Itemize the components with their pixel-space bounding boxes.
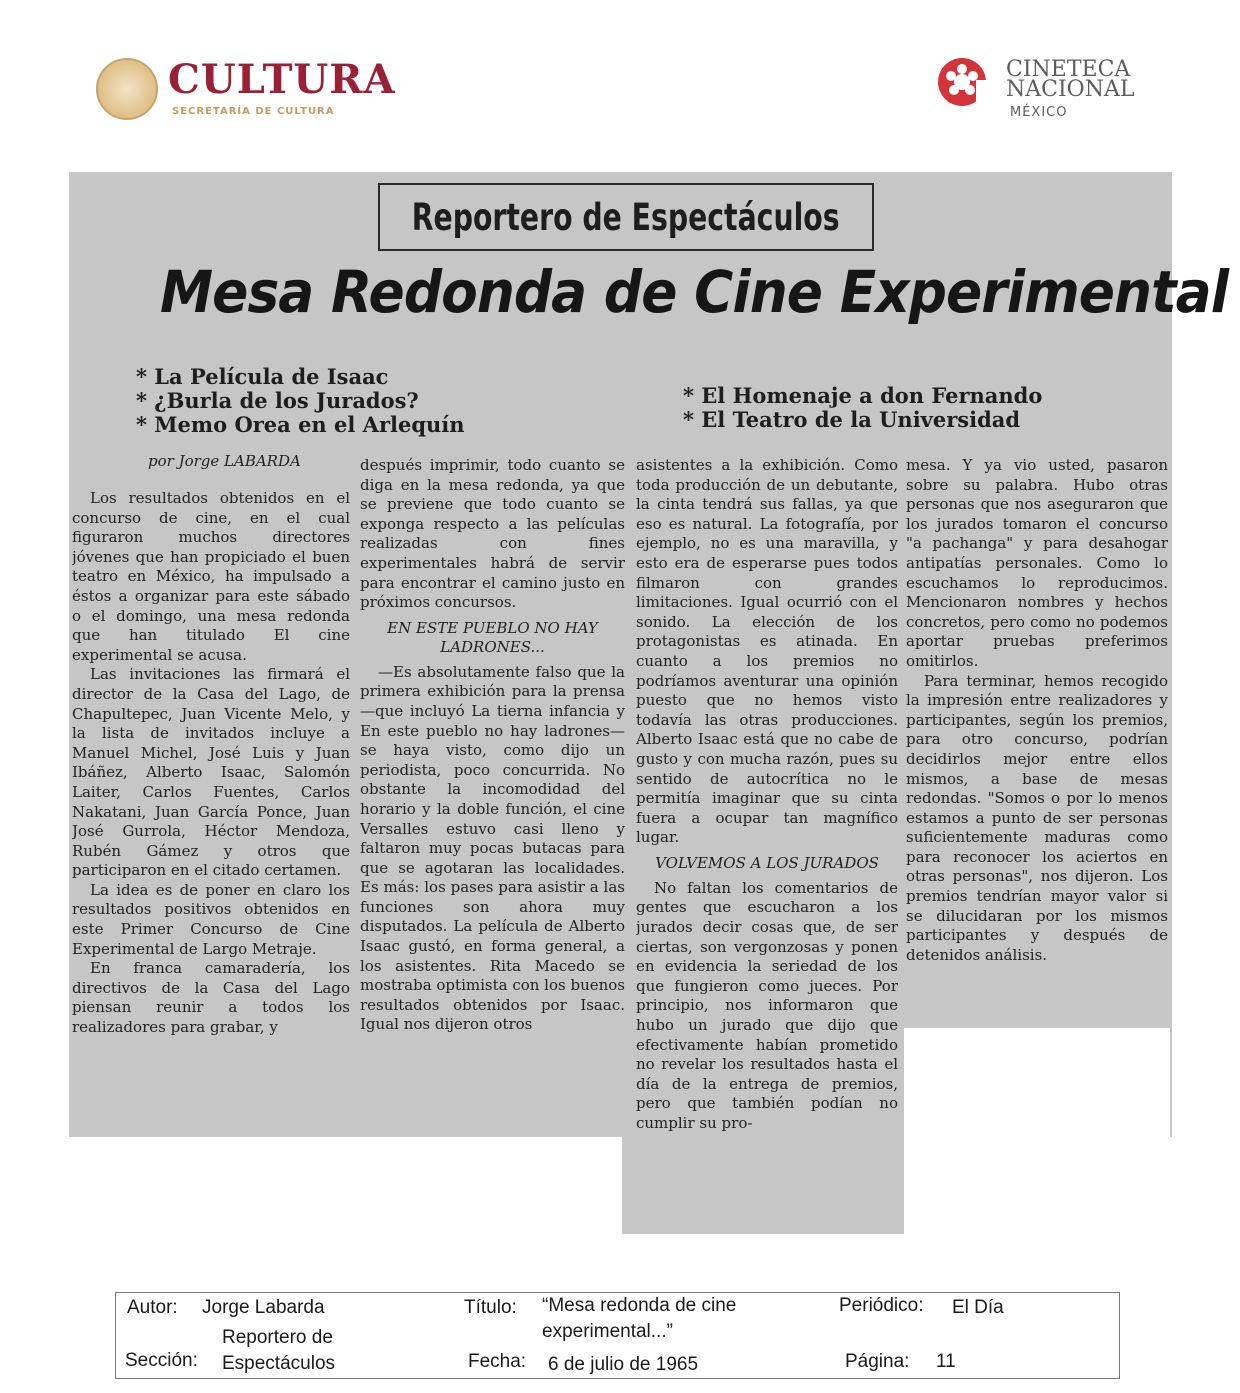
clipping-cutout xyxy=(904,1028,1170,1234)
article-column-2 xyxy=(360,456,625,1136)
cineteca-film-reel-icon xyxy=(936,56,988,108)
pagina-label: Página: xyxy=(845,1351,910,1372)
cultura-logo-subtitle: SECRETARÍA DE CULTURA xyxy=(172,106,335,117)
subhead: * El Teatro de la Universidad xyxy=(683,407,1021,432)
titulo-label: Título: xyxy=(464,1297,517,1318)
paragraph: Para terminar, hemos recogido la impresión entre realizadores y participantes, según los premios, para otro concurso, podrían decidirlos mejor entre ellos mismos, a base de mesas redondas. "Somos o por lo menos estamos a punto de ser personas suficientemente maduras como para reconocer los aciertos en otras personas", nos dijeron. Los premios tendrían mayor valor si se dilucidaran por los mismos participantes y después de detenidos análisis. xyxy=(906,671,1168,964)
metadata-table xyxy=(115,1292,1120,1379)
section-box xyxy=(378,183,874,251)
byline: por Jorge LABARDA xyxy=(148,452,301,470)
subhead: * Memo Orea en el Arlequín xyxy=(136,412,465,437)
subheads-right xyxy=(683,384,1042,432)
paragraph: Los resultados obtenidos en el concurso de cine, en el cual figuraron muchos directores jóvenes que han propiciado el buen teatro en México, ha impulsado a éstos a organizar para este sábado o el domingo, una mesa redonda que han titulado El cine experimental se acusa. xyxy=(72,489,350,664)
subhead: * La Película de Isaac xyxy=(136,364,389,389)
cultura-logo-text: CULTURA xyxy=(168,56,396,103)
subheads-left xyxy=(136,365,465,437)
pagina-value: 11 xyxy=(936,1351,956,1372)
cineteca-logo-text xyxy=(1006,57,1135,102)
seccion-value-line1: Reportero de xyxy=(222,1327,333,1348)
autor-value: Jorge Labarda xyxy=(202,1297,325,1318)
article-column-3 xyxy=(636,456,898,1234)
paragraph: después imprimir, todo cuanto se diga en la mesa redonda, ya que se previene que todo cuanto se exponga respecto a las películas realizadas con fines experimentales habrá de servir para encontrar el camino justo en próximos concursos. xyxy=(360,456,625,612)
cineteca-country: MÉXICO xyxy=(1010,105,1068,120)
periodico-value: El Día xyxy=(952,1297,1004,1318)
headline: Mesa Redonda de Cine Experimental xyxy=(160,258,1229,326)
paragraph: —Es absolutamente falso que la primera exhibición para la prensa —que incluyó La tierna infancia y En este pueblo no hay ladrones— se haya visto, como dijo un periodista, poco concurrida. No obstante la incomodidad del horario y la doble función, el cine Versalles estuvo casi lleno y faltaron muy pocas butacas para que se agotaran las localidades. Es más: los pases para asistir a las funciones son ahora muy disputados. La película de Alberto Isaac gustó, en forma general, a los asistentes. Rita Macedo se mostraba optimista con los buenos resultados obtenidos por Isaac. Igual nos dijeron otros xyxy=(360,662,625,1034)
titulo-value-line2: experimental...” xyxy=(542,1321,673,1342)
subhead: * ¿Burla de los Jurados? xyxy=(136,388,419,413)
fecha-label: Fecha: xyxy=(468,1351,527,1372)
cineteca-line2: NACIONAL xyxy=(1006,77,1135,102)
column-subhead: VOLVEMOS A LOS JURADOS xyxy=(655,853,879,872)
paragraph: Las invitaciones las firmará el director de la Casa del Lago, de Chapultepec, Juan Vicente Melo, y la lista de invitados incluye a Manuel Michel, José Luis y Juan Ibáñez, Alberto Isaac, Salomón Laiter, Carlos Fuentes, Carlos Nakatani, Juan García Ponce, Juan José Gurrola, Héctor Mendoza, Rubén Gámez y otros que participaron en el citado certamen. xyxy=(72,665,350,880)
paragraph: No faltan los comentarios de gentes que escucharon a los jurados decir cosas que, de ser ciertas, son vergonzosas y ponen en evidencia la seriedad de los que fungieron como jueces. Por principio, nos informaron que hubo un jurado que dijo que efectivamente habían prometido no revelar los resultados hasta el día de la entrega de premios, pero que también podían no cumplir su pro- xyxy=(636,878,898,1132)
column-subhead: EN ESTE PUEBLO NO HAY LADRONES... xyxy=(387,618,598,656)
autor-label: Autor: xyxy=(127,1297,178,1318)
seccion-label: Sección: xyxy=(125,1350,198,1371)
article-column-4 xyxy=(906,456,1168,1028)
paragraph: asistentes a la exhibición. Como toda producción de un debutante, la cinta tendrá sus fallas, ya que eso es natural. La fotografía, por ejemplo, no es una maravilla, y esto era de esperarse pues todos filmaron con grandes limitaciones. Igual ocurrió con el sonido. La elección de los protagonistas es atinada. En cuanto a los premios no podríamos aventurar una opinión puesto que no hemos visto todavía las otras producciones. Alberto Isaac está que no cabe de gusto y con mucha razón, pues su sentido de autocrítica no le permitía imaginar que su cinta fuera a ocupar tan magnífico lugar. xyxy=(636,456,898,847)
paragraph: La idea es de poner en claro los resultados positivos obtenidos en este Primer Concurso de Cine Experimental de Largo Metraje. xyxy=(72,880,350,958)
paragraph: En franca camaradería, los directivos de la Casa del Lago piensan reunir a todos los realizadores para grabar, y xyxy=(72,959,350,1037)
titulo-value-line1: “Mesa redonda de cine xyxy=(542,1295,737,1316)
fecha-value: 6 de julio de 1965 xyxy=(548,1354,699,1375)
article-column-1 xyxy=(72,489,350,1137)
mexico-seal-icon xyxy=(96,58,158,120)
cineteca-line1: CINETECA xyxy=(1006,57,1131,82)
paragraph: mesa. Y ya vio usted, pasaron sobre su palabra. Hubo otras personas que nos aseguraron que los jurados tomaron el concurso "a pachanga" y para desahogar antipatías personales. Como lo escuchamos lo reproducimos. Mencionaron nombres y hechos concretos, pero como no podemos aportar pruebas preferimos omitirlos. xyxy=(906,456,1168,670)
subhead: * El Homenaje a don Fernando xyxy=(683,383,1043,408)
periodico-label: Periódico: xyxy=(839,1295,924,1316)
seccion-value-line2: Espectáculos xyxy=(222,1353,336,1374)
page-header xyxy=(0,0,1240,165)
section-title: Reportero de Espectáculos xyxy=(412,195,840,239)
